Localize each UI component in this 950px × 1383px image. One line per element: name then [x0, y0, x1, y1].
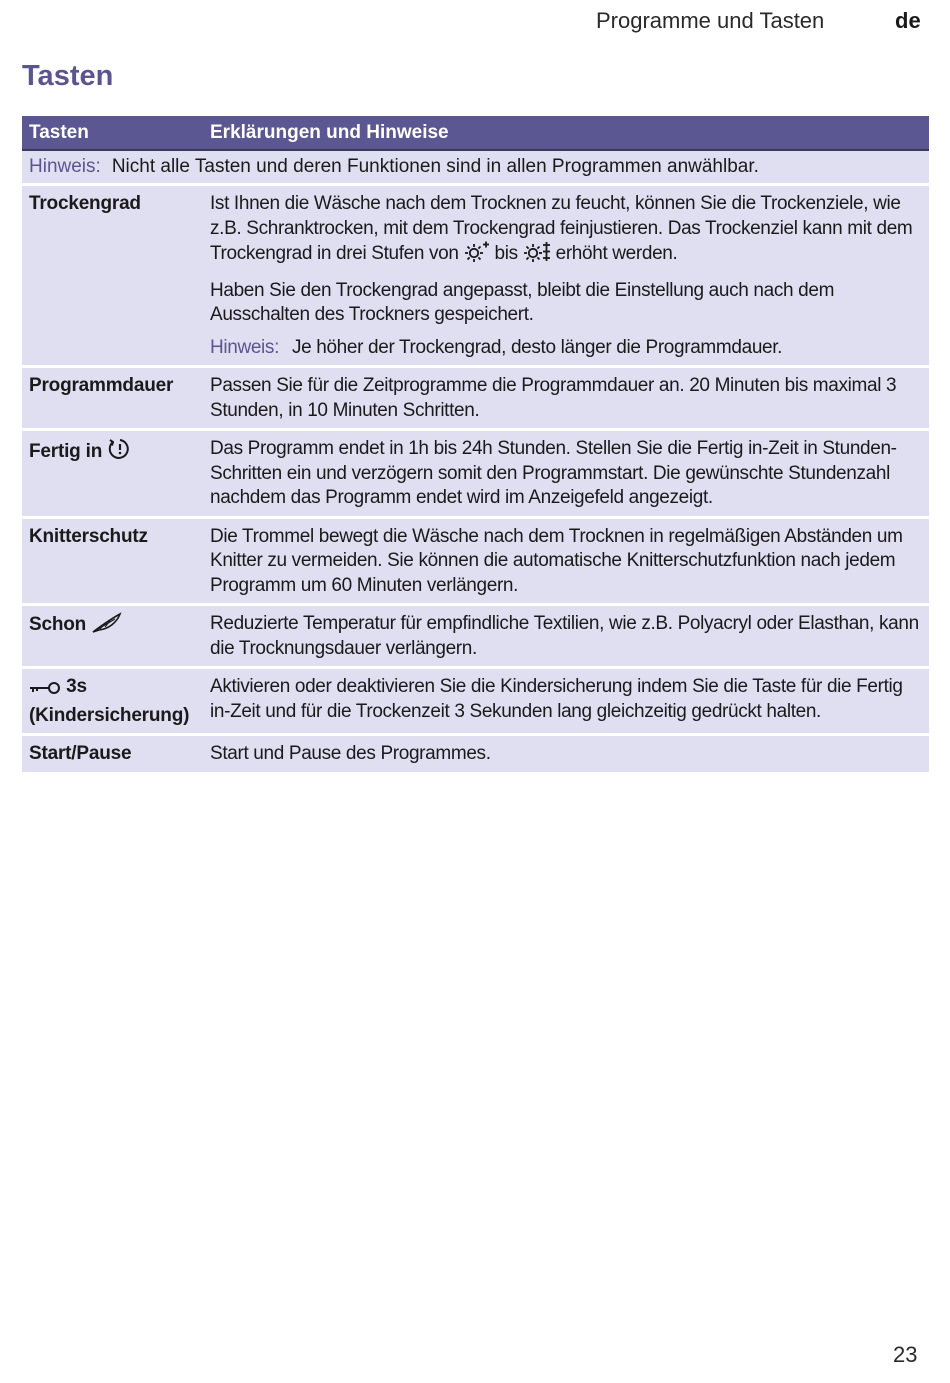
button-name: Programmdauer — [29, 375, 174, 396]
description-paragraph: Haben Sie den Trockengrad angepasst, bleibt die Einstellung auch nach dem Ausschalten des Trockners gespeichert. — [210, 279, 835, 325]
button-name: Trockengrad — [29, 193, 141, 214]
button-name: Fertig in — [29, 441, 103, 462]
page-title: Tasten — [22, 60, 114, 92]
running-header: Programme und Tasten — [596, 8, 825, 33]
button-description: Start und Pause des Programmes. — [210, 743, 491, 764]
table-row — [22, 431, 929, 519]
column-header-explanations: Erklärungen und Hinweise — [210, 121, 449, 143]
button-name: Schon — [29, 614, 87, 635]
timer-icon — [107, 437, 133, 469]
button-name: 3s — [66, 676, 87, 697]
general-note-row — [22, 151, 929, 186]
sun-plus-icon — [464, 241, 490, 271]
button-name: Start/Pause — [29, 743, 132, 764]
button-description: Passen Sie für die Zeitprogramme die Programmdauer an. 20 Minuten bis maximal 3 Stunden, in 10 Minuten Schritten. — [210, 375, 897, 421]
button-description: Das Programm endet in 1h bis 24h Stunden. Stellen Sie die Fertig in-Zeit in Stunden-Schritten ein und verzögern somit den Programmstart. Die gewünschte Stundenzahl nachdem das Programm endet wird im Anzeigefeld angezeigt. — [210, 438, 897, 508]
description-text: bis — [494, 243, 518, 264]
button-description — [210, 186, 929, 365]
description-paragraph — [210, 192, 923, 271]
description-text: erhöht werden. — [555, 243, 678, 264]
table-row — [22, 519, 929, 607]
key-icon — [29, 679, 61, 704]
hint-paragraph — [210, 336, 923, 361]
table-row — [22, 186, 929, 368]
button-description: Reduzierte Temperatur für empfindliche Textilien, wie z.B. Polyacryl oder Elasthan, kann die Trocknungsdauer verlängern. — [210, 613, 919, 659]
hint-text: Je höher der Trockengrad, desto länger die Programmdauer. — [291, 336, 783, 358]
table-row — [22, 606, 929, 669]
button-name-sub: (Kindersicherung) — [29, 704, 190, 726]
table-header — [22, 116, 929, 151]
buttons-table — [22, 116, 929, 775]
description-text: Ist Ihnen die Wäsche nach dem Trocknen zu feucht, können Sie die Trockenziele, wie z.B. Schranktrocken, mit dem Trockengrad feinjustieren. Das Trockenziel kann mit dem Trockengrad in drei Stufen von — [210, 193, 913, 264]
table-row — [22, 669, 929, 736]
hint-label: Hinweis: — [210, 336, 279, 358]
button-name-cell — [22, 606, 210, 666]
button-description: Die Trommel bewegt die Wäsche nach dem Trocknen in regelmäßigen Abständen um Knitter zu vermeiden. Sie können die automatische Knitterschutzfunktion nach jedem Programm um 60 Minuten verlängern. — [210, 525, 903, 596]
button-name-cell — [22, 669, 210, 733]
button-description: Aktivieren oder deaktivieren Sie die Kindersicherung indem Sie die Taste für die Fertig in-Zeit und für die Trockenzeit 3 Sekunden lang gleichzeitig gedrückt halten. — [210, 676, 903, 722]
column-header-buttons: Tasten — [29, 121, 89, 143]
table-row — [22, 736, 929, 775]
feather-icon — [91, 612, 123, 642]
button-name: Knitterschutz — [29, 525, 148, 547]
button-name-cell — [22, 431, 210, 516]
page-number: 23 — [893, 1342, 918, 1367]
note-text: Nicht alle Tasten und deren Funktionen sind in allen Programmen anwählbar. — [111, 156, 759, 177]
language-code: de — [895, 8, 921, 33]
sun-triple-plus-icon — [523, 241, 551, 271]
note-label: Hinweis: — [29, 156, 101, 177]
table-row — [22, 368, 929, 431]
